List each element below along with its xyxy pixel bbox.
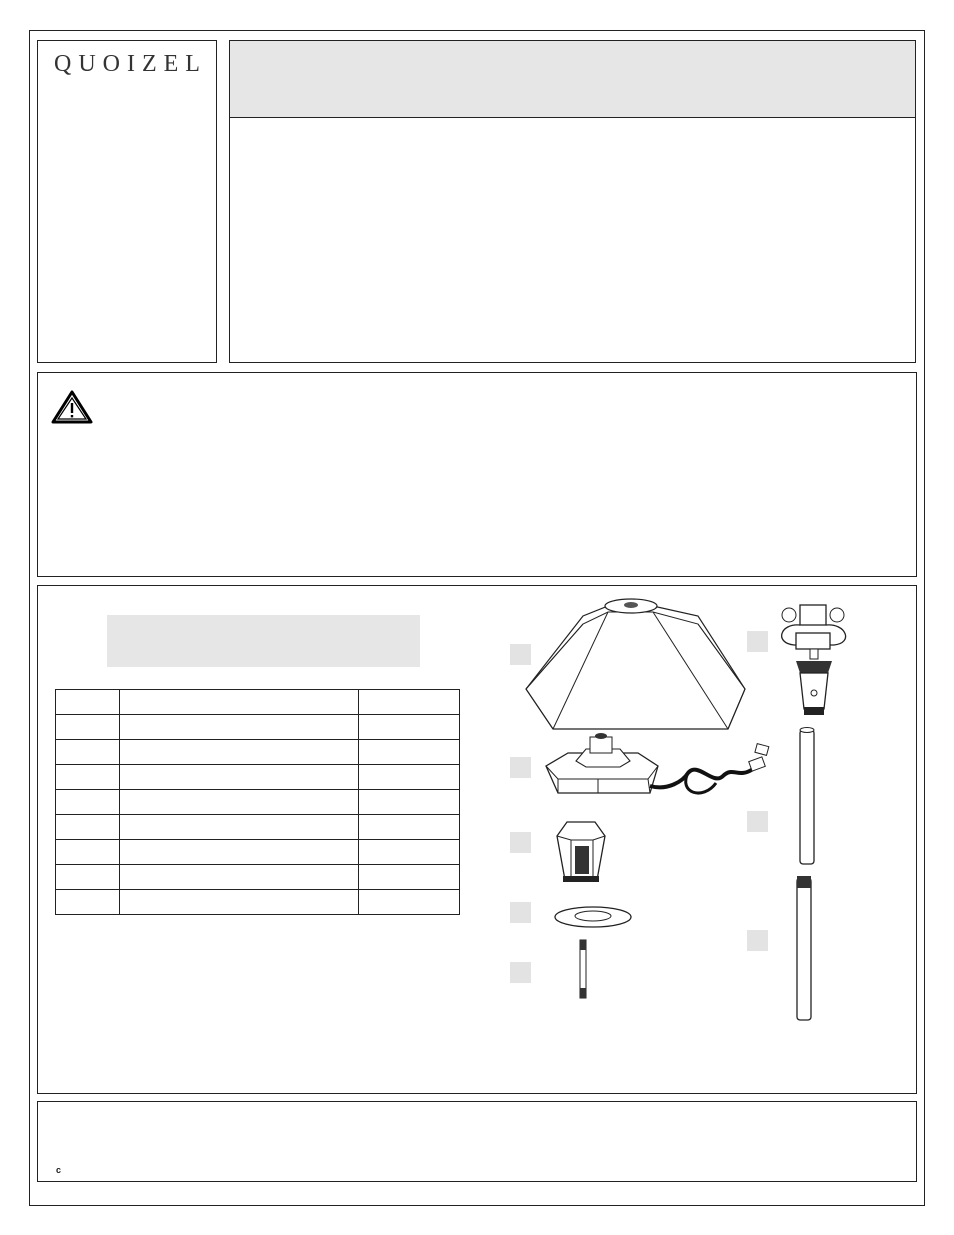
washer-illustration	[553, 904, 633, 930]
table-row	[56, 740, 460, 765]
parts-heading-band	[107, 615, 420, 667]
upper-tube-illustration	[798, 726, 816, 868]
part-tag-lower-tube	[747, 930, 768, 951]
lamp-shade-illustration	[523, 594, 748, 739]
threaded-nipple-illustration	[576, 938, 590, 1000]
table-row	[56, 815, 460, 840]
title-panel	[229, 40, 916, 363]
footer-panel	[37, 1101, 917, 1182]
parts-panel	[37, 585, 917, 1094]
title-band	[230, 41, 915, 118]
lantern-illustration	[553, 818, 611, 886]
part-tag-lantern	[510, 832, 531, 853]
socket-cluster-illustration	[776, 601, 856, 719]
table-row	[56, 840, 460, 865]
table-row	[56, 715, 460, 740]
parts-table	[55, 689, 460, 915]
warning-triangle-icon	[51, 390, 93, 424]
table-row	[56, 865, 460, 890]
brand-logo: QUOIZEL	[54, 51, 207, 77]
part-tag-nipple	[510, 962, 531, 983]
table-row	[56, 690, 460, 715]
part-tag-upper-tube	[747, 811, 768, 832]
table-row	[56, 890, 460, 915]
part-tag-base	[510, 757, 531, 778]
part-tag-washer	[510, 902, 531, 923]
logo-panel	[37, 40, 217, 363]
part-tag-socket-cluster	[747, 631, 768, 652]
lamp-base-illustration	[538, 731, 778, 811]
table-row	[56, 790, 460, 815]
lower-tube-illustration	[794, 872, 814, 1024]
copyright-mark: c	[56, 1165, 62, 1175]
warning-panel	[37, 372, 917, 577]
table-row	[56, 765, 460, 790]
